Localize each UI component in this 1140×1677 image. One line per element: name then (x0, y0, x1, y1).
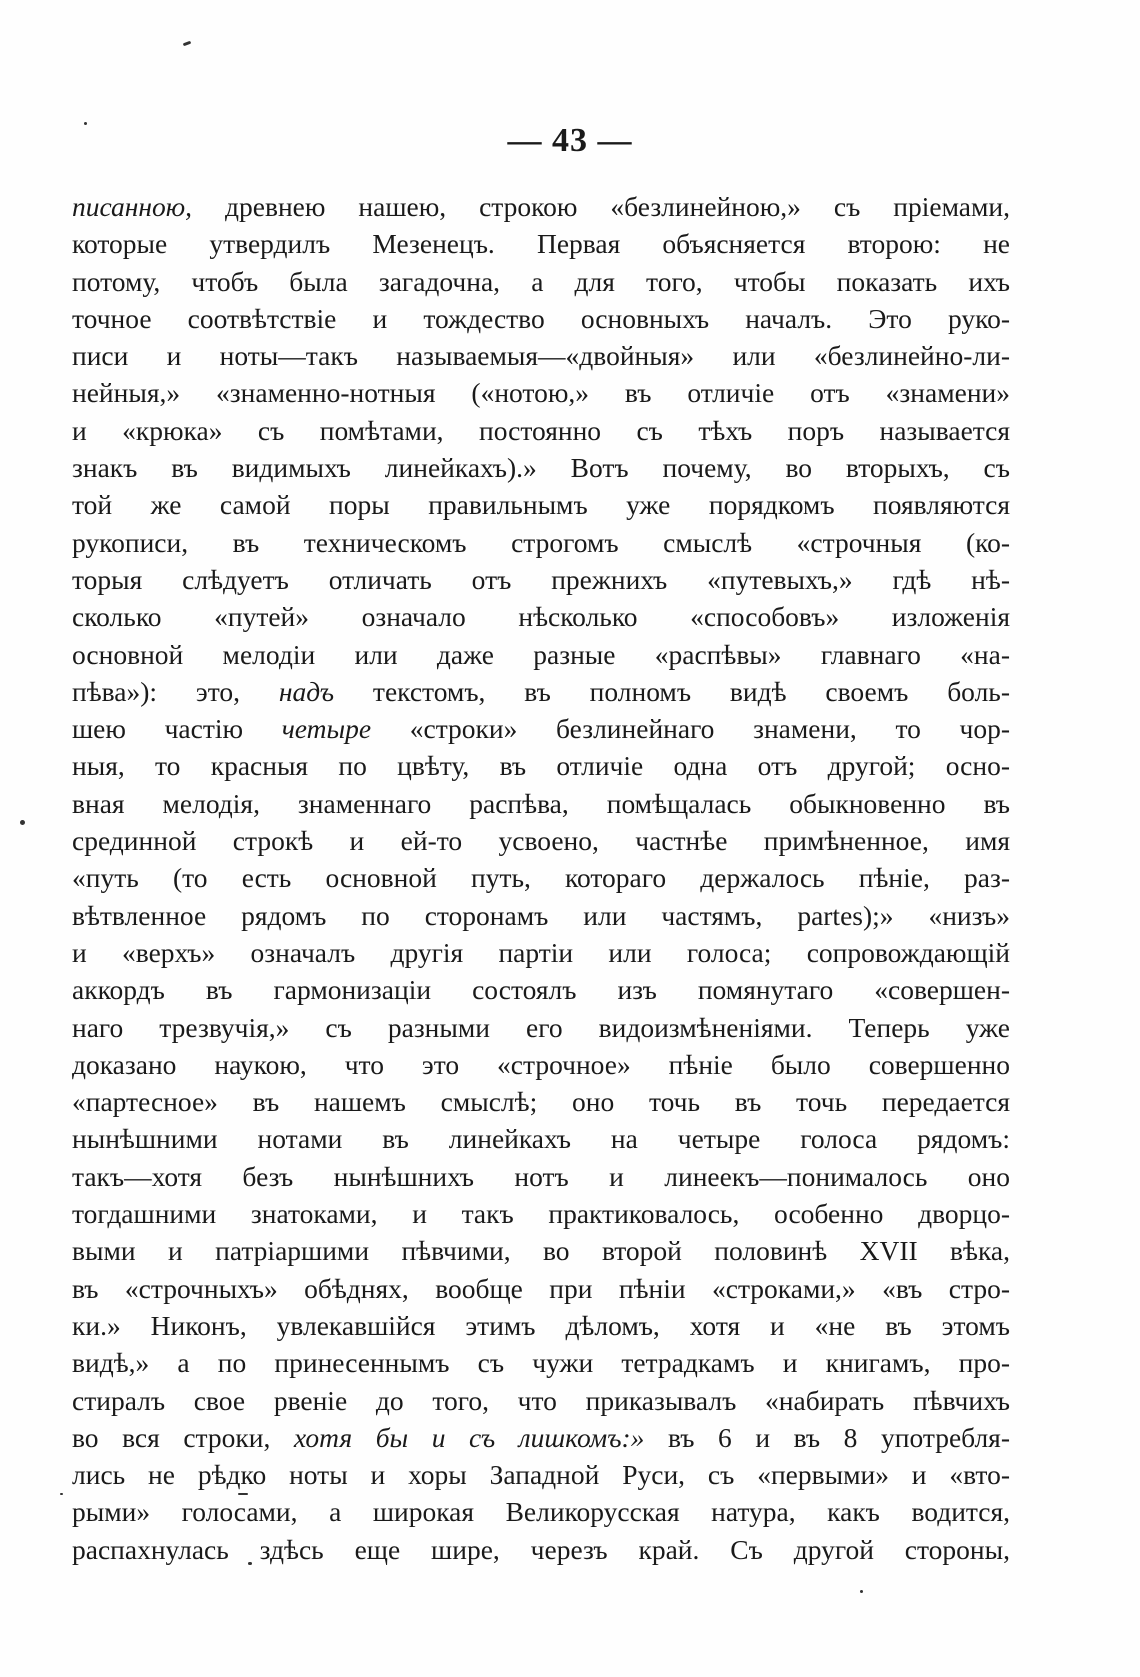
body-text (72, 188, 1010, 1568)
text-line (72, 859, 1010, 896)
text-line (72, 785, 1010, 822)
text-line (72, 1270, 1010, 1307)
text-line-segment: аккордъ въ гармонизаціи состоялъ изъ помянутаго «совершен- (72, 974, 1010, 1006)
text-line-segment: «путь (то есть основной путь, котораго держалось пѣніе, раз- (72, 862, 1010, 894)
text-line-segment: ныя, то красныя по цвѣту, въ отличіе одна отъ другой; осно- (72, 750, 1010, 782)
text-line (72, 1158, 1010, 1195)
page-number: — 43 — (507, 122, 633, 159)
text-line-segment: во вся строки, (72, 1421, 294, 1453)
text-line-segment: писи и ноты—такъ называемыя—«двойныя» или «безлинейно-ли- (72, 340, 1010, 372)
text-line (72, 1344, 1010, 1381)
text-line (72, 524, 1010, 561)
text-line-segment: стиралъ свое рвеніе до того, что приказывалъ «набирать пѣвчихъ (72, 1384, 1010, 1416)
text-line-segment: лись не рѣдко ноты и хоры Западной Руси, съ «первыми» и «вто- (72, 1459, 1010, 1491)
text-line-segment: древнею нашею, строкою «безлинейною,» съ пріемами, (192, 191, 1010, 222)
text-line-segment: рукописи, въ техническомъ строгомъ смыслѣ «строчныя (ко- (72, 526, 1010, 558)
text-line (72, 300, 1010, 337)
text-line-segment: пѣва»): это, (72, 675, 279, 707)
text-line-segment: нейныя,» «знаменно-нотныя («нотою,» въ отличіе отъ «знамени» (72, 377, 1010, 409)
italic-emphasis: четыре (281, 713, 372, 745)
text-line-segment: срединной строкѣ и ей-то усвоено, частнѣе примѣненное, имя (72, 825, 1010, 857)
text-line-segment: основной мелодіи или даже разные «распѣвы» главнаго «на- (72, 638, 1010, 670)
print-speck (183, 41, 192, 47)
print-speck (60, 1493, 63, 1495)
print-speck (20, 820, 25, 825)
text-line (72, 598, 1010, 635)
text-line-segment: торыя слѣдуетъ отличать отъ прежнихъ «путевыхъ,» гдѣ нѣ- (72, 563, 1010, 595)
text-line (72, 1493, 1010, 1530)
text-line (72, 225, 1010, 262)
text-line-segment: вѣтвленное рядомъ по сторонамъ или частямъ, partes);» «низъ» (72, 899, 1010, 931)
text-line-segment: нынѣшними нотами въ линейкахъ на четыре голоса рядомъ: (72, 1123, 1010, 1155)
text-line (72, 897, 1010, 934)
text-line-segment: рыми» голосами, а широкая Великорусская натура, какъ водится, (72, 1496, 1010, 1528)
text-line (72, 971, 1010, 1008)
print-speck (84, 122, 87, 125)
text-line-segment: и «верхъ» означалъ другія партіи или голоса; сопровождающій (72, 936, 1010, 968)
text-line-segment: ки.» Никонъ, увлекавшійся этимъ дѣломъ, хотя и «не въ этомъ (72, 1309, 1010, 1341)
text-line (72, 1195, 1010, 1232)
text-line-segment: шею частію (72, 713, 282, 745)
text-line-segment: вная мелодія, знаменнаго распѣва, помѣщалась обыкновенно въ (72, 787, 1010, 819)
text-line-segment: наго трезвучія,» съ разными его видоизмѣненіями. Теперь уже (72, 1011, 1010, 1043)
text-line-segment: такъ—хотя безъ нынѣшнихъ нотъ и линеекъ—понималось оно (72, 1160, 1010, 1192)
text-line-segment: «партесное» въ нашемъ смыслѣ; оно точь въ точь передается (72, 1086, 1010, 1118)
text-line (72, 1046, 1010, 1083)
text-line-segment: видѣ,» а по принесеннымъ съ чужи тетрадкамъ и книгамъ, про- (72, 1347, 1010, 1379)
text-line (72, 636, 1010, 673)
text-line-segment: потому, чтобъ была загадочна, а для того, чтобы показать ихъ (72, 265, 1010, 297)
text-line (72, 822, 1010, 859)
text-line (72, 673, 1010, 710)
print-speck (860, 1590, 863, 1593)
text-line-segment: той же самой поры правильнымъ уже порядкомъ появляются (72, 489, 1010, 521)
text-line (72, 1307, 1010, 1344)
text-line-segment: точное соотвѣтствіе и тождество основныхъ началъ. Это руко- (72, 302, 1010, 334)
text-line (72, 1419, 1010, 1456)
text-line (72, 188, 1010, 225)
text-line (72, 1232, 1010, 1269)
text-line-segment: въ 6 и въ 8 употребля- (644, 1421, 1010, 1453)
text-line (72, 486, 1010, 523)
text-line (72, 1120, 1010, 1157)
text-line-segment: тогдашними знатоками, и такъ практиковалось, особенно дворцо- (72, 1198, 1010, 1230)
text-line-segment: «строки» безлинейнаго знамени, то чор- (371, 713, 1010, 745)
text-line (72, 337, 1010, 374)
text-line-segment: въ «строчныхъ» обѣднях, вообще при пѣніи «строками,» «въ стро- (72, 1272, 1010, 1304)
text-line (72, 449, 1010, 486)
text-line (72, 934, 1010, 971)
text-line-segment: знакъ въ видимыхъ линейкахъ).» Вотъ почему, во вторыхъ, съ (72, 452, 1010, 484)
text-line (72, 1531, 1010, 1568)
text-line (72, 1009, 1010, 1046)
italic-emphasis: хотя бы и съ лишкомъ:» (293, 1421, 645, 1453)
text-line (72, 263, 1010, 300)
text-line-segment: распахнулась здѣсь еще шире, черезъ край. Съ другой стороны, (72, 1533, 1010, 1565)
text-line (72, 374, 1010, 411)
text-line (72, 1382, 1010, 1419)
text-line-segment: текстомъ, въ полномъ видѣ своемъ боль- (334, 675, 1010, 707)
text-line (72, 1456, 1010, 1493)
text-line-segment: сколько «путей» означало нѣсколько «способовъ» изложенія (72, 601, 1010, 633)
text-line (72, 412, 1010, 449)
text-line (72, 1083, 1010, 1120)
italic-emphasis: надъ (278, 675, 335, 707)
text-line-segment: и «крюка» съ помѣтами, постоянно съ тѣхъ поръ называется (72, 414, 1010, 446)
text-line (72, 561, 1010, 598)
text-line-segment: которые утвердилъ Мезенецъ. Первая объясняется второю: не (72, 228, 1010, 260)
text-line-segment: доказано наукою, что это «строчное» пѣніе было совершенно (72, 1048, 1010, 1080)
italic-emphasis: писанною, (72, 191, 193, 222)
text-line (72, 747, 1010, 784)
text-line-segment: выми и патріаршими пѣвчими, во второй половинѣ XVII вѣка, (72, 1235, 1010, 1267)
text-line (72, 710, 1010, 747)
